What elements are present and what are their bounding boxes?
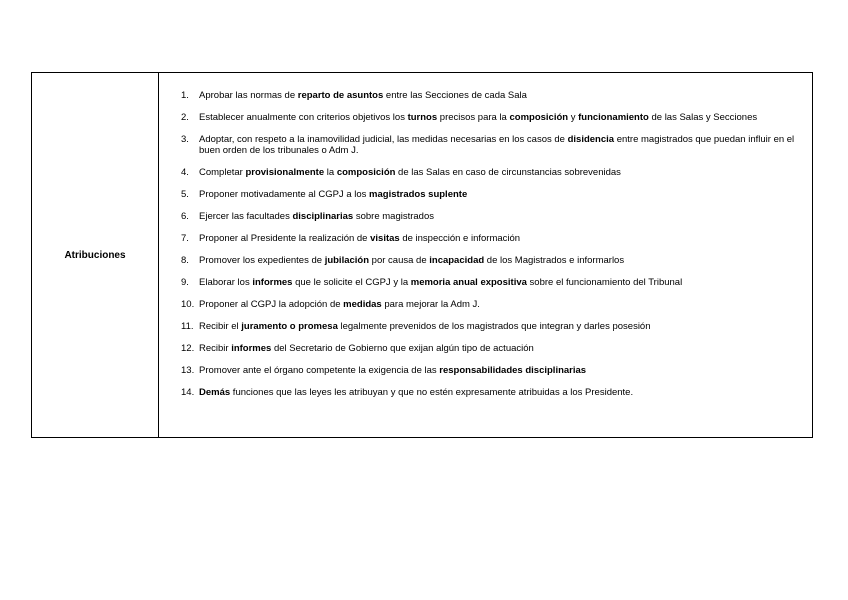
list-item-number: 6. — [181, 211, 189, 222]
list-item-text — [199, 233, 804, 244]
text-run: Ejercer las facultades — [199, 211, 293, 222]
bold-text: Demás — [199, 387, 231, 398]
list-item-text — [199, 321, 804, 332]
text-run: precisos para la — [437, 112, 510, 123]
text-run: sobre magistrados — [353, 211, 434, 222]
list-item-number: 3. — [181, 134, 189, 145]
list-item-number: 4. — [181, 167, 189, 178]
text-run: Adoptar, con respeto a la inamovilidad judicial, las medidas necesarias en los casos de — [199, 134, 568, 145]
list-item-number: 14. — [181, 387, 195, 398]
bold-text: composición — [336, 167, 396, 178]
bold-text: juramento o promesa — [241, 321, 338, 332]
text-run: funciones que las leyes les atribuyan y que no estén expresamente atribuidas a los Presidente. — [230, 387, 634, 398]
list-item-number: 2. — [181, 112, 189, 123]
text-run: entre las Secciones de cada Sala — [383, 90, 527, 101]
list-item-text — [199, 134, 804, 156]
list-item-text — [199, 90, 804, 101]
text-run: y — [568, 112, 579, 123]
bold-text: disciplinarias — [292, 211, 354, 222]
list-item — [181, 134, 804, 156]
list-item-number: 1. — [181, 90, 189, 101]
list-item-number: 7. — [181, 233, 189, 244]
bold-text: responsabilidades disciplinarias — [439, 365, 587, 376]
list-item — [181, 233, 804, 244]
list-item-number: 5. — [181, 189, 189, 200]
list-item — [181, 211, 804, 222]
text-run: del Secretario de Gobierno que exijan algún tipo de actuación — [271, 343, 534, 354]
list-item — [181, 90, 804, 101]
bold-text: jubilación — [324, 255, 370, 266]
bold-text: magistrados suplente — [369, 189, 468, 200]
text-run: entre magistrados que puedan influir en el buen orden de los tribunales o Adm J. — [199, 134, 795, 156]
bold-text: memoria anual expositiva — [410, 277, 527, 288]
table-label-cell — [32, 73, 159, 437]
text-run: de las Salas en caso de circunstancias sobrevenidas — [395, 167, 621, 178]
list-item-number: 11. — [181, 321, 194, 332]
list-item-text — [199, 277, 804, 288]
table-label: Atribuciones — [64, 249, 126, 261]
text-run: Recibir — [199, 343, 232, 354]
list-item — [181, 321, 804, 332]
list-item-text — [199, 112, 804, 123]
list-item-number: 13. — [181, 365, 195, 376]
text-run: Recibir el — [199, 321, 242, 332]
text-run: Promover los expedientes de — [199, 255, 325, 266]
text-run: Promover ante el órgano competente la exigencia de las — [199, 365, 440, 376]
list-item-text — [199, 343, 804, 354]
list-item-text — [199, 299, 804, 310]
table-content-cell — [159, 73, 812, 437]
list-item-text — [199, 211, 804, 222]
bold-text: informes — [252, 277, 293, 288]
list-item-number: 10. — [181, 299, 195, 310]
text-run: Proponer motivadamente al CGPJ a los — [199, 189, 370, 200]
bold-text: turnos — [407, 112, 438, 123]
text-run: para mejorar la Adm J. — [381, 299, 480, 310]
bold-text: reparto de asuntos — [297, 90, 384, 101]
list-item-number: 8. — [181, 255, 189, 266]
bold-text: disidencia — [567, 134, 615, 145]
text-run: Aprobar las normas de — [199, 90, 298, 101]
list-item-text — [199, 189, 804, 200]
bold-text: medidas — [343, 299, 382, 310]
text-run: legalmente prevenidos de los magistrados que integran y darles posesión — [337, 321, 651, 332]
text-run: de las Salas y Secciones — [648, 112, 758, 123]
text-run: de los Magistrados e informarlos — [484, 255, 625, 266]
text-run: Establecer anualmente con criterios objetivos los — [199, 112, 408, 123]
list-item — [181, 112, 804, 123]
list-item — [181, 277, 804, 288]
text-run: Completar — [199, 167, 246, 178]
text-run: sobre el funcionamiento del Tribunal — [526, 277, 683, 288]
text-run: Elaborar los — [199, 277, 253, 288]
text-run: de inspección e información — [399, 233, 521, 244]
attributions-table — [31, 72, 813, 438]
bold-text: provisionalmente — [245, 167, 325, 178]
list-item — [181, 387, 804, 398]
list-item-text — [199, 167, 804, 178]
list-item-text — [199, 365, 804, 376]
bold-text: composición — [509, 112, 569, 123]
bold-text: incapacidad — [429, 255, 485, 266]
list-item — [181, 299, 804, 310]
text-run: por causa de — [369, 255, 430, 266]
attributions-list — [181, 90, 804, 398]
list-item — [181, 365, 804, 376]
list-item — [181, 343, 804, 354]
list-item — [181, 255, 804, 266]
text-run: la — [324, 167, 337, 178]
list-item — [181, 189, 804, 200]
bold-text: informes — [231, 343, 272, 354]
list-item-text — [199, 255, 804, 266]
list-item-text — [199, 387, 804, 398]
text-run: Proponer al Presidente la realización de — [199, 233, 371, 244]
bold-text: funcionamiento — [578, 112, 649, 123]
list-item — [181, 167, 804, 178]
list-item-number: 12. — [181, 343, 195, 354]
list-item-number: 9. — [181, 277, 189, 288]
text-run: Proponer al CGPJ la adopción de — [199, 299, 344, 310]
bold-text: visitas — [370, 233, 400, 244]
text-run: que le solicite el CGPJ y la — [292, 277, 411, 288]
